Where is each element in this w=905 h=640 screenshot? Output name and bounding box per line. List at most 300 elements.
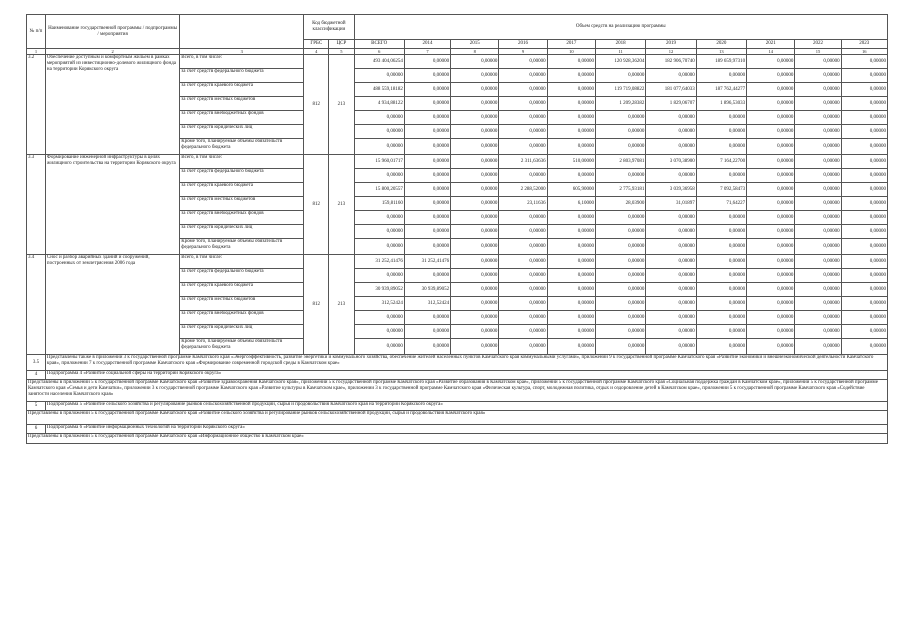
amount-cell: 0,00000 [547,297,595,311]
subprogram-6-num: 6 [27,425,46,434]
amount-cell: 0,00000 [841,255,887,269]
funding-source-label: Всего, в том числе: [180,255,304,269]
amount-cell: 0,00000 [404,211,450,225]
amount-cell: 0,00000 [841,83,887,97]
amount-cell: 0,00000 [646,169,696,183]
amount-cell: 0,00000 [747,255,795,269]
measure-number: 3.3 [27,155,46,255]
subprogram-4-num: 4 [27,371,46,380]
csr-code: 213 [329,55,354,155]
amount-cell: 15 800,20557 [354,183,404,197]
amount-cell: 0,00000 [499,97,547,111]
header-year-3: 2016 [499,40,547,49]
amount-cell: 0,00000 [841,155,887,169]
amount-cell: 0,00000 [795,283,841,297]
amount-cell: 0,00000 [595,169,645,183]
amount-cell: 0,00000 [499,283,547,297]
amount-cell: 0,00000 [795,155,841,169]
amount-cell: 0,00000 [696,325,746,339]
amount-cell: 0,00000 [595,283,645,297]
amount-cell: 0,00000 [547,169,595,183]
amount-cell: 0,00000 [547,55,595,69]
amount-cell: 0,00000 [451,225,499,239]
amount-cell: 0,00000 [547,139,595,155]
subprogram-5-note: Представлены в приложении 5 к государственной программе Камчатского края «Развитие сельского хозяйства и регулирование рынков сельскохозяйственной продукции, сырья и продовольствия Камчатского края» [27,411,888,425]
amount-cell: 0,00000 [747,139,795,155]
amount-cell: 0,00000 [795,97,841,111]
amount-cell: 0,00000 [841,183,887,197]
amount-cell: 605,90000 [547,183,595,197]
table-row [27,55,888,69]
amount-cell: 1 829,06707 [646,97,696,111]
amount-cell: 0,00000 [451,255,499,269]
amount-cell: 7 092,58473 [696,183,746,197]
amount-cell: 0,00000 [795,55,841,69]
amount-cell: 0,00000 [499,169,547,183]
funding-source-label: за счет средств местных бюджетов [180,97,304,111]
amount-cell: 0,00000 [795,239,841,255]
amount-cell: 0,00000 [696,139,746,155]
amount-cell: 0,00000 [404,311,450,325]
amount-cell: 0,00000 [841,55,887,69]
header-year-6: 2019 [646,40,696,49]
column-index: 14 [747,49,795,55]
amount-cell: 0,00000 [747,55,795,69]
amount-cell: 1 209,28382 [595,97,645,111]
amount-cell: 0,00000 [354,211,404,225]
amount-cell: 0,00000 [747,339,795,355]
header-year-1: 2014 [404,40,450,49]
amount-cell: 0,00000 [646,111,696,125]
amount-cell: 0,00000 [646,255,696,269]
amount-cell: 0,00000 [747,311,795,325]
csr-code: 213 [329,255,354,355]
amount-cell: 0,00000 [595,125,645,139]
amount-cell: 0,00000 [595,211,645,225]
amount-cell: 0,00000 [646,311,696,325]
amount-cell: 0,00000 [646,339,696,355]
amount-cell: 2 775,93181 [595,183,645,197]
amount-cell: 0,00000 [451,139,499,155]
amount-cell: 0,00000 [696,297,746,311]
amount-cell: 0,00000 [499,269,547,283]
header-year-4: 2017 [547,40,595,49]
amount-cell: 0,00000 [499,225,547,239]
header-funding-group: Объем средств на реализацию программы [354,15,887,40]
amount-cell: 0,00000 [646,211,696,225]
amount-cell: 0,00000 [499,125,547,139]
amount-cell: 0,00000 [404,269,450,283]
amount-cell: 488 559,18182 [354,83,404,97]
amount-cell: 0,00000 [841,125,887,139]
amount-cell: 0,00000 [841,97,887,111]
amount-cell: 0,00000 [595,239,645,255]
column-index: 3 [180,49,304,55]
amount-cell: 0,00000 [595,139,645,155]
amount-cell: 31 252,41476 [404,255,450,269]
measure-name: Формирование инженерной инфраструктуры в целях жилищного строительства на территории Корякского округа [45,155,179,255]
amount-cell: 1 896,53033 [696,97,746,111]
subprogram-5-title: Подпрограмма 5 «Развитие сельского хозяйства и регулирование рынков сельскохозяйственной продукции, сырья и продовольствия Камчатского края на территории Корякского округа» [45,402,887,411]
amount-cell: 0,00000 [354,139,404,155]
amount-cell: 0,00000 [354,111,404,125]
amount-cell: 0,00000 [795,211,841,225]
amount-cell: 0,00000 [747,83,795,97]
amount-cell: 0,00000 [404,155,450,169]
amount-cell: 0,00000 [404,111,450,125]
amount-cell: 0,00000 [595,311,645,325]
amount-cell: 3 070,38900 [646,155,696,169]
amount-cell: 0,00000 [451,111,499,125]
amount-cell: 0,00000 [451,55,499,69]
amount-cell: 0,00000 [841,297,887,311]
amount-cell: 0,00000 [795,183,841,197]
amount-cell: 0,00000 [795,169,841,183]
amount-cell: 0,00000 [354,169,404,183]
amount-cell: 0,00000 [499,55,547,69]
amount-cell: 0,00000 [747,297,795,311]
amount-cell: 0,00000 [747,325,795,339]
amount-cell: 0,00000 [696,111,746,125]
amount-cell: 0,00000 [404,125,450,139]
amount-cell: 0,00000 [499,211,547,225]
amount-cell: 0,00000 [499,139,547,155]
amount-cell: 0,00000 [451,269,499,283]
amount-cell: 0,00000 [547,325,595,339]
header-year-8: 2021 [747,40,795,49]
amount-cell: 0,00000 [841,325,887,339]
funding-source-label: за счет средств внебюджетных фондов [180,111,304,125]
amount-cell: 0,00000 [841,169,887,183]
header-code-group: Код бюджетной классификации [304,15,354,40]
amount-cell: 0,00000 [795,197,841,211]
amount-cell: 312,52424 [354,297,404,311]
amount-cell: 0,00000 [841,111,887,125]
amount-cell: 0,00000 [747,69,795,83]
amount-cell: 0,00000 [354,339,404,355]
amount-cell: 0,00000 [795,339,841,355]
amount-cell: 0,00000 [451,239,499,255]
amount-cell: 0,00000 [841,239,887,255]
measure-name: Обеспечение доступным и комфортным жильем в рамках мероприятий из инвестиционно-долевого жилищного фонда на территории Корякского округа [45,55,179,155]
amount-cell: 0,00000 [547,255,595,269]
amount-cell: 0,00000 [404,55,450,69]
column-index: 10 [547,49,595,55]
amount-cell: 0,00000 [451,297,499,311]
amount-cell: 0,00000 [595,297,645,311]
funding-source-label: Кроме того, планируемые объемы обязательств федерального бюджета [180,139,304,155]
amount-cell: 0,00000 [646,269,696,283]
amount-cell: 0,00000 [451,339,499,355]
amount-cell: 0,00000 [795,139,841,155]
funding-source-label: за счет средств местных бюджетов [180,297,304,311]
amount-cell: 0,00000 [595,225,645,239]
grbs-code: 812 [304,255,329,355]
funding-source-label: Кроме того, планируемые объемы обязательств федерального бюджета [180,239,304,255]
amount-cell: 0,00000 [841,211,887,225]
column-index: 12 [646,49,696,55]
amount-cell: 0,00000 [795,225,841,239]
header-year-2: 2015 [451,40,499,49]
amount-cell: 0,00000 [547,225,595,239]
column-index: 15 [795,49,841,55]
amount-cell: 119 719,08822 [595,83,645,97]
amount-cell: 0,00000 [404,169,450,183]
header-cr: ЦСР [329,40,354,49]
amount-cell: 159,81160 [354,197,404,211]
amount-cell: 0,00000 [404,225,450,239]
amount-cell: 0,00000 [354,325,404,339]
amount-cell: 0,00000 [646,125,696,139]
column-index: 13 [696,49,746,55]
note-3-5-text: Представлены также в приложении 3 к государственной программе Камчатского края «Энергоэффективность, развитие энергетики и коммунального хозяйства, обеспечение жителей населенных пунктов Камчатского края коммунальными услугами», приложении 9 к государственной программе Камчатского края «Развитие экономики и внешнеэкономической деятельности Камчатского края», приложении 7 к государственной программе Камчатского края «Формирование современной городской среды в Камчатском крае» [45,355,887,371]
amount-cell: 0,00000 [646,69,696,83]
header-year-9: 2022 [795,40,841,49]
amount-cell: 0,00000 [354,239,404,255]
amount-cell: 0,00000 [646,283,696,297]
amount-cell: 0,00000 [841,311,887,325]
column-index: 6 [354,49,404,55]
amount-cell: 31,01897 [646,197,696,211]
amount-cell: 0,00000 [451,69,499,83]
amount-cell: 0,00000 [595,269,645,283]
measure-number: 3.4 [27,255,46,355]
measure-number: 3.2 [27,55,46,155]
amount-cell: 0,00000 [547,269,595,283]
column-index: 1 [27,49,46,55]
amount-cell: 510,00000 [547,155,595,169]
amount-cell: 0,00000 [696,211,746,225]
column-index: 7 [404,49,450,55]
amount-cell: 0,00000 [595,111,645,125]
amount-cell: 0,00000 [795,111,841,125]
header-year-10: 2023 [841,40,887,49]
header-num: № п/п [27,15,46,49]
funding-source-label: за счет средств краевого бюджета [180,283,304,297]
amount-cell: 0,00000 [646,239,696,255]
amount-cell: 0,00000 [451,183,499,197]
amount-cell: 3 039,36958 [646,183,696,197]
note-3-5-num: 3.5 [27,355,46,371]
document-sheet [26,14,888,444]
amount-cell: 182 906,70740 [646,55,696,69]
amount-cell: 71,64227 [696,197,746,211]
column-index: 9 [499,49,547,55]
column-index: 11 [595,49,645,55]
amount-cell: 0,00000 [595,339,645,355]
column-index: 4 [304,49,329,55]
table-row [27,155,888,169]
amount-cell: 0,00000 [696,269,746,283]
measure-name: Снос и разбор аварийных зданий и сооружений, построенных от землетрясения 2006 года [45,255,179,355]
funding-source-label: за счет средств юридических лиц [180,125,304,139]
column-index: 2 [45,49,179,55]
amount-cell: 0,00000 [451,169,499,183]
amount-cell: 0,00000 [499,297,547,311]
amount-cell: 0,00000 [451,97,499,111]
funding-source-label: за счет средств внебюджетных фондов [180,311,304,325]
funding-source-label: за счет средств краевого бюджета [180,183,304,197]
header-year-7: 2020 [696,40,746,49]
amount-cell: 187 762,44277 [696,83,746,97]
funding-source-label: за счет средств федерального бюджета [180,69,304,83]
amount-cell: 0,00000 [547,311,595,325]
amount-cell: 0,00000 [451,325,499,339]
amount-cell: 0,00000 [747,211,795,225]
column-index: 16 [841,49,887,55]
amount-cell: 0,00000 [404,83,450,97]
amount-cell: 0,00000 [747,239,795,255]
amount-cell: 0,00000 [795,83,841,97]
amount-cell: 312,52424 [404,297,450,311]
amount-cell: 0,00000 [499,83,547,97]
grbs-code: 812 [304,55,329,155]
amount-cell: 0,00000 [747,97,795,111]
amount-cell: 0,00000 [547,239,595,255]
header-name: Наименование государственной программы / подпрограммы / мероприятия [45,15,179,49]
funding-source-label: за счет средств юридических лиц [180,325,304,339]
amount-cell: 0,00000 [795,311,841,325]
amount-cell: 0,00000 [747,283,795,297]
amount-cell: 0,00000 [841,139,887,155]
column-index: 8 [451,49,499,55]
amount-cell: 120 928,36204 [595,55,645,69]
amount-cell: 0,00000 [499,239,547,255]
amount-cell: 0,00000 [841,269,887,283]
amount-cell: 0,00000 [547,339,595,355]
amount-cell: 0,00000 [696,255,746,269]
amount-cell: 0,00000 [404,339,450,355]
amount-cell: 0,00000 [354,69,404,83]
amount-cell: 0,00000 [499,111,547,125]
amount-cell: 0,00000 [696,311,746,325]
amount-cell: 0,00000 [451,125,499,139]
amount-cell: 0,00000 [595,325,645,339]
column-index: 5 [329,49,354,55]
header-year-0: ВСЕГО [354,40,404,49]
amount-cell: 0,00000 [404,183,450,197]
amount-cell: 0,00000 [354,269,404,283]
amount-cell: 0,00000 [841,283,887,297]
funding-source-label: Всего, в том числе: [180,155,304,169]
amount-cell: 0,00000 [646,225,696,239]
amount-cell: 2 803,97081 [595,155,645,169]
amount-cell: 0,00000 [547,83,595,97]
amount-cell: 0,00000 [451,283,499,297]
amount-cell: 0,00000 [841,69,887,83]
subprogram-6-note: Представлены в приложении 5 к государственной программе Камчатского края «Информационное общество в Камчатском крае» [27,434,888,444]
amount-cell: 0,00000 [795,297,841,311]
amount-cell: 0,00000 [499,255,547,269]
amount-cell: 0,00000 [547,111,595,125]
header-grbs: ГРБС [304,40,329,49]
subprogram-6-title: Подпрограмма 6 «Развитие информационных технологий на территории Корякского округа» [45,425,887,434]
amount-cell: 0,00000 [404,139,450,155]
amount-cell: 0,00000 [696,283,746,297]
amount-cell: 0,00000 [595,69,645,83]
amount-cell: 0,00000 [404,97,450,111]
amount-cell: 0,00000 [404,239,450,255]
amount-cell: 0,00000 [404,197,450,211]
amount-cell: 0,00000 [696,239,746,255]
amount-cell: 0,00000 [696,125,746,139]
amount-cell: 0,00000 [547,283,595,297]
amount-cell: 0,00000 [646,325,696,339]
csr-code: 213 [329,155,354,255]
amount-cell: 0,00000 [747,225,795,239]
amount-cell: 0,00000 [547,211,595,225]
amount-cell: 31 252,41476 [354,255,404,269]
amount-cell: 0,00000 [795,325,841,339]
amount-cell: 0,00000 [451,83,499,97]
funding-source-label: за счет средств федерального бюджета [180,169,304,183]
amount-cell: 181 077,64033 [646,83,696,97]
funding-source-label: за счет средств внебюджетных фондов [180,211,304,225]
funding-source-label: Кроме того, планируемые объемы обязательств федерального бюджета [180,339,304,355]
amount-cell: 0,00000 [696,169,746,183]
amount-cell: 0,00000 [841,339,887,355]
funding-source-label: за счет средств федерального бюджета [180,269,304,283]
amount-cell: 0,00000 [795,125,841,139]
amount-cell: 0,00000 [499,311,547,325]
amount-cell: 0,00000 [696,225,746,239]
amount-cell: 0,00000 [841,225,887,239]
amount-cell: 30 939,89052 [354,283,404,297]
amount-cell: 0,00000 [795,255,841,269]
header-year-5: 2018 [595,40,645,49]
amount-cell: 0,00000 [595,255,645,269]
amount-cell: 0,00000 [499,69,547,83]
amount-cell: 0,00000 [747,183,795,197]
amount-cell: 6,10000 [547,197,595,211]
amount-cell: 0,00000 [547,97,595,111]
amount-cell: 0,00000 [499,325,547,339]
amount-cell: 23,11636 [499,197,547,211]
amount-cell: 7 164,22700 [696,155,746,169]
amount-cell: 2 288,52000 [499,183,547,197]
subprogram-5-num: 5 [27,402,46,411]
amount-cell: 0,00000 [747,169,795,183]
amount-cell: 0,00000 [547,125,595,139]
funding-source-label: за счет средств местных бюджетов [180,197,304,211]
grbs-code: 812 [304,155,329,255]
amount-cell: 4 934,88122 [354,97,404,111]
amount-cell: 0,00000 [451,197,499,211]
amount-cell: 0,00000 [747,125,795,139]
amount-cell: 28,03900 [595,197,645,211]
amount-cell: 0,00000 [451,155,499,169]
amount-cell: 0,00000 [451,311,499,325]
amount-cell: 0,00000 [696,339,746,355]
amount-cell: 0,00000 [646,297,696,311]
amount-cell: 0,00000 [747,197,795,211]
amount-cell: 0,00000 [646,139,696,155]
header-source [180,15,304,49]
amount-cell: 0,00000 [354,311,404,325]
funding-source-label: за счет средств краевого бюджета [180,83,304,97]
amount-cell: 0,00000 [404,69,450,83]
amount-cell: 0,00000 [547,69,595,83]
amount-cell: 0,00000 [354,125,404,139]
amount-cell: 30 939,89052 [404,283,450,297]
amount-cell: 0,00000 [499,339,547,355]
amount-cell: 0,00000 [795,269,841,283]
subprogram-4-note: Представлены в приложении 5 к государственной программе Камчатского края «Развитие здравоохранения Камчатского края», приложении 5 к государственной программе Камчатского края «Развитие образования в Камчатском крае», приложении 5 к государственной программе Камчатского края «Социальная поддержка граждан в Камчатском крае», приложении 5 к государственной программе Камчатского края «Семья и дети Камчатки», приложении 3 к государственной программе Камчатского края «Развитие культуры в Камчатском крае», приложении 3 к государственной программе Камчатского края «Физическая культура, спорт, молодежная политика, отдых и оздоровление детей в Камчатском крае», приложении 5 к государственной программе Камчатского края «Содействие занятости населения Камчатского края» [27,380,888,402]
funding-source-label: Всего, в том числе: [180,55,304,69]
amount-cell: 0,00000 [354,225,404,239]
table-row [27,255,888,269]
amount-cell: 0,00000 [747,111,795,125]
